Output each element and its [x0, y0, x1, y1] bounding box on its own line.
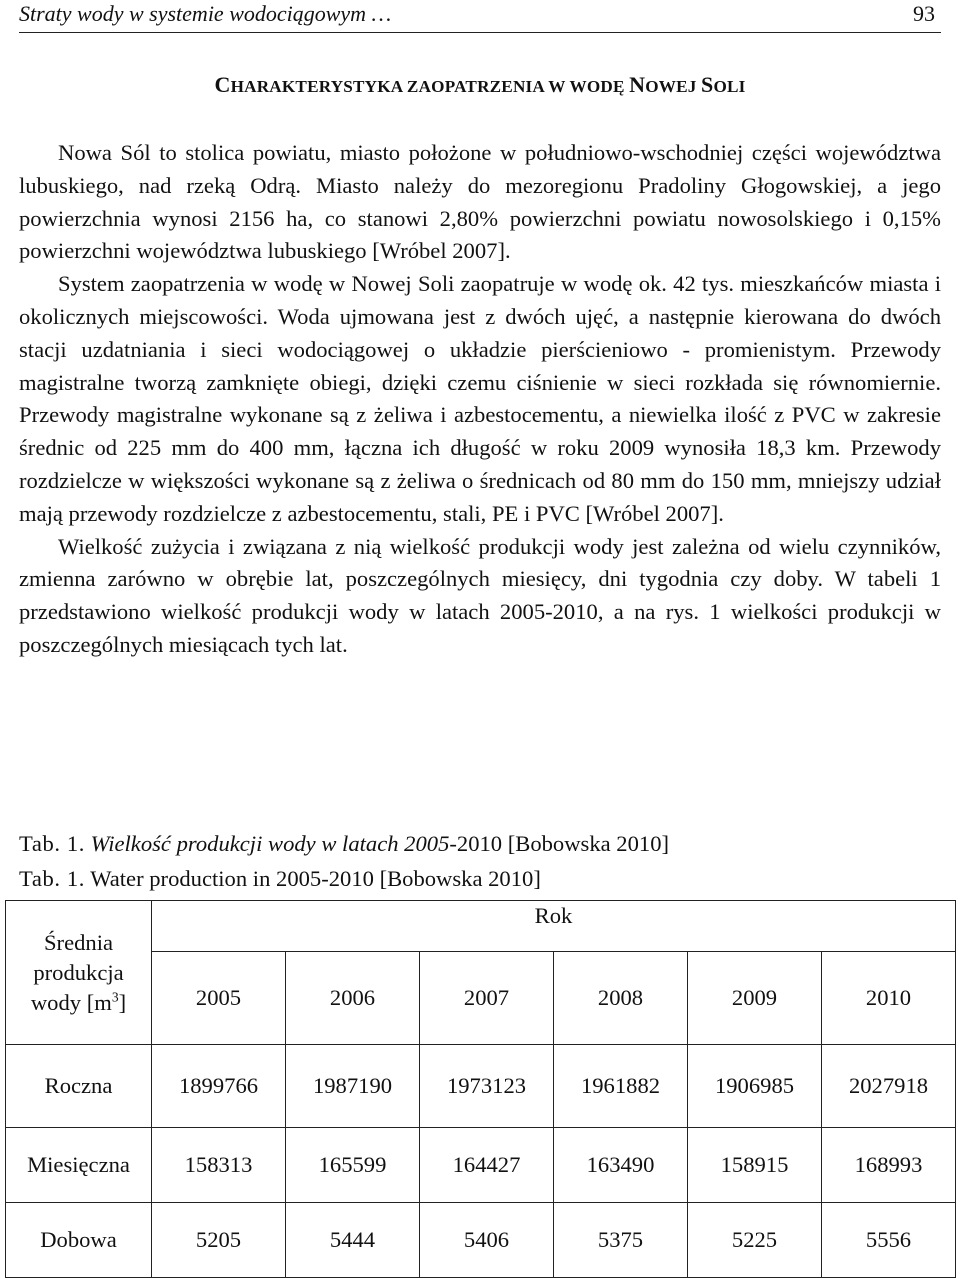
table-group-header: Rok [152, 901, 956, 952]
section-title-small-caps: OLI [713, 77, 746, 96]
year-header: 2009 [688, 952, 822, 1045]
table-cell: 1899766 [152, 1045, 286, 1128]
section-title-initial: N [629, 72, 646, 97]
table-cell: 1987190 [286, 1045, 420, 1128]
water-production-table [5, 900, 956, 1278]
table-row [6, 1128, 956, 1203]
table-cell: 1906985 [688, 1045, 822, 1128]
body-text [19, 137, 941, 662]
section-title-initial: C [214, 72, 231, 97]
table-caption-label: Tab. 1. [19, 831, 85, 856]
table-caption-text: Water production in 2005-2010 [Bobowska 2010] [85, 866, 541, 891]
table-cell: 165599 [286, 1128, 420, 1203]
table-cell: 164427 [420, 1128, 554, 1203]
table-cell: 5406 [420, 1203, 554, 1278]
year-header: 2008 [554, 952, 688, 1045]
year-header: 2005 [152, 952, 286, 1045]
section-title-small-caps: OWEJ [645, 77, 701, 96]
row-label: Roczna [6, 1045, 152, 1128]
year-header: 2010 [822, 952, 956, 1045]
running-header [19, 0, 941, 33]
table-cell: 2027918 [822, 1045, 956, 1128]
table-cell: 5556 [822, 1203, 956, 1278]
table-cell: 163490 [554, 1128, 688, 1203]
table-cell: 1973123 [420, 1045, 554, 1128]
table-cell: 5444 [286, 1203, 420, 1278]
table-row [6, 1045, 956, 1128]
section-title-initial: S [701, 72, 714, 97]
table-cell: 5375 [554, 1203, 688, 1278]
table-caption-polish [19, 829, 941, 859]
table-lead-header: Średnia produkcja wody $[m^3]$ [6, 901, 152, 1045]
table-caption-text: -2010 [Bobowska 2010] [449, 831, 670, 856]
year-header: 2006 [286, 952, 420, 1045]
running-title: Straty wody w systemie wodociągowym … [19, 1, 392, 26]
table-cell: 5225 [688, 1203, 822, 1278]
paragraph: Nowa Sól to stolica powiatu, miasto położone w południowo-wschodniej części województwa lubuskiego, nad rzeką Odrą. Miasto należy do mezoregionu Pradoliny Głogowskiej, a jego powierzchnia wynosi 2156 ha, co stanowi 2,80% powierzchni powiatu nowosolskiego i 0,15% powierzchni województwa lubuskiego [Wróbel 2007]. [19, 140, 941, 264]
table-caption-italic: Wielkość produkcji wody w latach 2005 [85, 831, 450, 856]
paragraph: System zaopatrzenia w wodę w Nowej Soli zaopatruje w wodę ok. 42 tys. mieszkańców miasta i okolicznych miejscowości. Woda ujmowana jest z dwóch ujęć, a następnie kierowana do dwóch stacji uzdatniania i sieci wodociągowej o układzie pierścieniowo - promienistym. Przewody magistralne tworzą zamknięte obiegi, dzięki czemu ciśnienie w sieci rozkłada się równomiernie. Przewody magistralne wykonane są z żeliwa i azbestocementu, a niewielka ilość z PVC w zakresie średnic od 225 mm do 400 mm, łączna ich długość w roku 2009 wynosiła 18,3 km. Przewody rozdzielcze w większości wykonane są z żeliwa o średnicach od 80 mm do 150 mm, mniejszy udział mają przewody rozdzielcze z azbestocementu, stali, PE i PVC [Wróbel 2007]. [19, 271, 941, 526]
table-row [6, 1203, 956, 1278]
table-cell: 158915 [688, 1128, 822, 1203]
page-number: 93 [913, 1, 935, 26]
row-label: Miesięczna [6, 1128, 152, 1203]
table-cell: 158313 [152, 1128, 286, 1203]
row-label: Dobowa [6, 1203, 152, 1278]
year-header: 2007 [420, 952, 554, 1045]
table-caption-label: Tab. 1. [19, 866, 85, 891]
section-title [0, 72, 960, 98]
paragraph: Wielkość zużycia i związana z nią wielkość produkcji wody jest zależna od wielu czynników, zmienna zarówno w obrębie lat, poszczególnych miesięcy, dni tygodnia czy doby. W tabeli 1 przedstawiono wielkość produkcji wody w latach 2005-2010, a na rys. 1 wielkości produkcji w poszczególnych miesiącach tych lat. [19, 533, 941, 657]
table-cell: 5205 [152, 1203, 286, 1278]
table-caption-english [19, 864, 941, 894]
section-title-small-caps: HARAKTERYSTYKA ZAOPATRZENIA W WODĘ [230, 77, 630, 96]
table-cell: 1961882 [554, 1045, 688, 1128]
table-cell: 168993 [822, 1128, 956, 1203]
